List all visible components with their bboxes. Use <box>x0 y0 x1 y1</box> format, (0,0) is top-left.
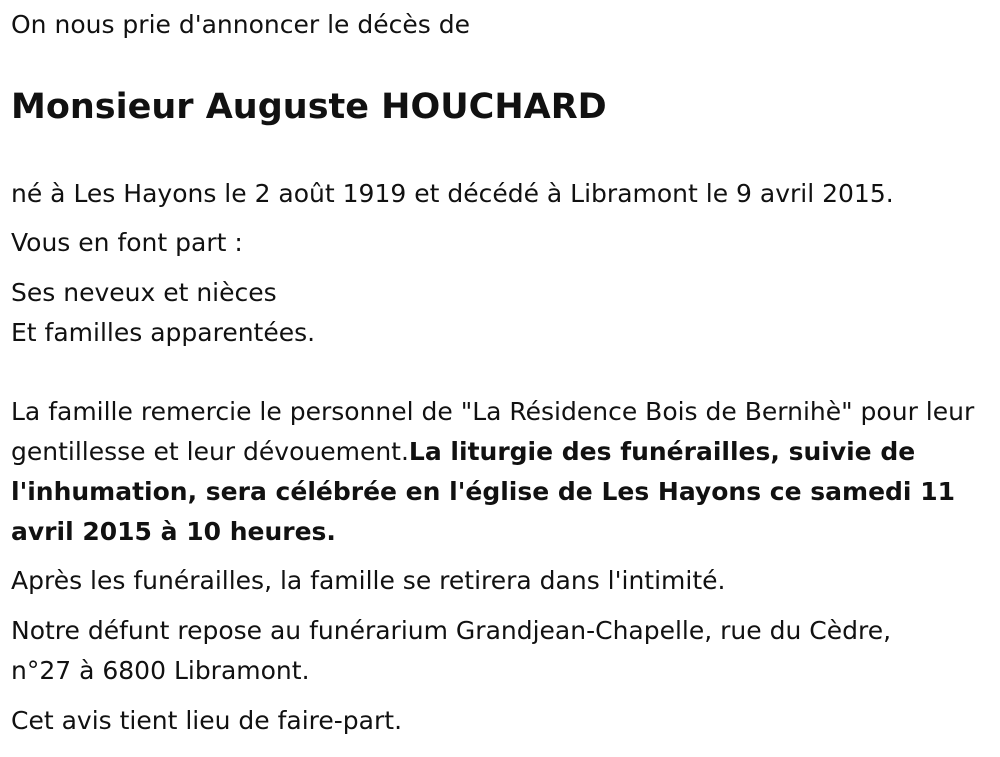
rest-place-line: n°27 à 6800 Libramont. <box>11 656 310 685</box>
announce-text: Vous en font part : <box>11 228 243 257</box>
thanks-text: La famille remercie le personnel de "La Résidence Bois de Bernihè" pour leur gentillesse et leur dévouement. <box>11 397 975 466</box>
deceased-name: Monsieur Auguste HOUCHARD <box>11 87 607 127</box>
family-list <box>11 273 315 353</box>
thanks-paragraph <box>11 392 986 552</box>
after-funeral-text: Après les funérailles, la famille se retirera dans l'intimité. <box>11 566 726 595</box>
rest-place-paragraph <box>11 611 986 691</box>
notice-text: Cet avis tient lieu de faire-part. <box>11 706 403 735</box>
rest-place-line: Notre défunt repose au funérarium Grandjean-Chapelle, rue du Cèdre, <box>11 616 892 645</box>
intro-text: On nous prie d'annoncer le décès de <box>11 10 470 39</box>
family-line: Et familles apparentées. <box>11 318 316 347</box>
family-line: Ses neveux et nièces <box>11 278 277 307</box>
liturgy-text: La liturgie des funérailles, suivie de l'inhumation, sera célébrée en l'église de Les Hayons ce samedi 11 avril 2015 à 10 heures. <box>11 437 955 546</box>
birth-death-text: né à Les Hayons le 2 août 1919 et décédé à Libramont le 9 avril 2015. <box>11 179 894 208</box>
